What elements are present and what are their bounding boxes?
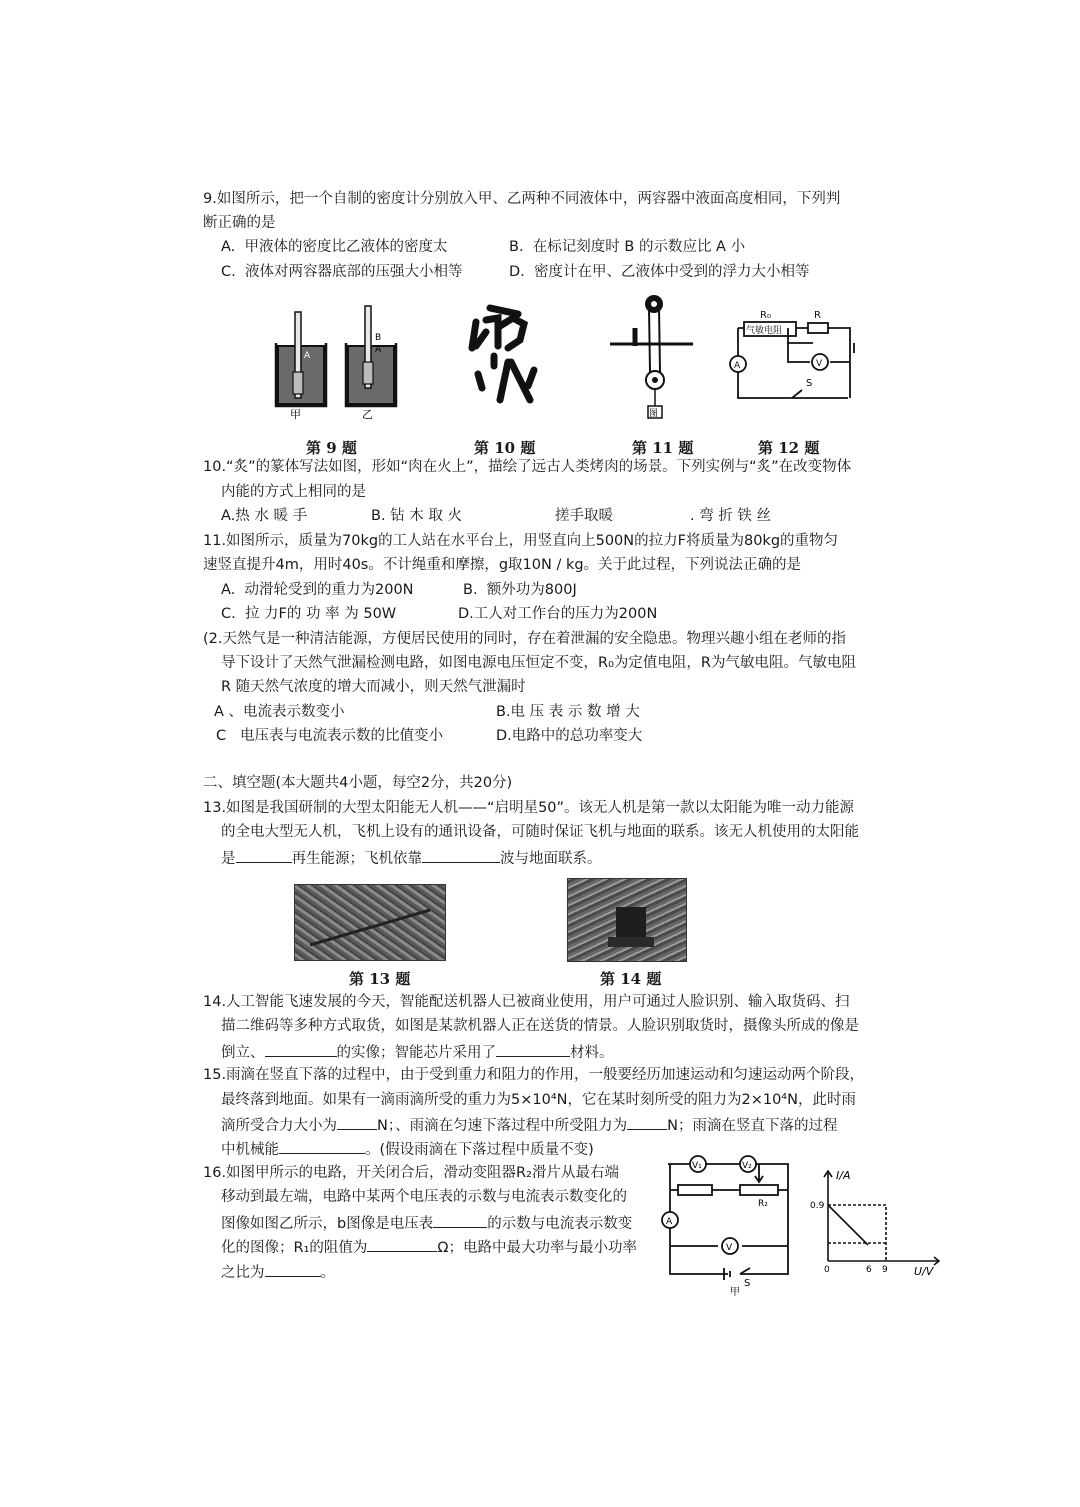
q15-line3-part3: N；雨滴在竖直下落的过程 (667, 1118, 838, 1134)
caption-q10: 第 10 题 (474, 439, 536, 457)
q12-line3: R 随天然气浓度的增大而减小，则天然气泄漏时 (221, 679, 526, 695)
q14-line3-part3: 材料。 (570, 1045, 614, 1061)
fig14-robot-photo (567, 878, 687, 962)
fig10-seal-character (472, 308, 534, 400)
q15-line3-part1: 滴所受合力大小为 (221, 1118, 337, 1134)
caption-q14: 第 14 题 (600, 970, 662, 988)
q15-line4-part1: 中机械能 (221, 1142, 279, 1158)
graph-y-label: I/A (836, 1169, 851, 1182)
q12-option-d: D.电路中的总功率变大 (496, 728, 643, 744)
q15-blank-1[interactable] (337, 1113, 377, 1130)
q11-line2: 速竖直提升4m，用时40s。不计绳重和摩擦，g取10N / kg。关于此过程，下列说法正确的是 (203, 557, 802, 573)
q10-option-b: B. 钻 木 取 火 (371, 508, 462, 524)
q14-line2: 描二维码等多种方式取货，如图是某款机器人正在送货的情景。人脸识别取货时，摄像头所成的像是 (221, 1018, 859, 1034)
fig12-ammeter-label: A (734, 361, 741, 371)
figures-row-1 (268, 288, 868, 428)
q15-blank-3[interactable] (279, 1137, 365, 1154)
q16-line1: 16.如图甲所示的电路，开关闭合后，滑动变阻器R₂滑片从最右端 (203, 1165, 619, 1181)
fig9-label-yi: 乙 (362, 408, 373, 421)
q9-option-b: B. 在标记刻度时 B 的示数应比 A 小 (509, 239, 746, 255)
caption-q12: 第 12 题 (758, 439, 820, 457)
fig9-label-b: B (375, 333, 382, 343)
q14-blank-1[interactable] (265, 1040, 337, 1057)
fig16-graph (808, 1165, 948, 1277)
q12-option-c: C 电压表与电流表示数的比值变小 (216, 728, 443, 744)
q15-line3-part2: N；、雨滴在匀速下落过程中所受阻力为 (377, 1118, 628, 1134)
q9-option-a: A. 甲液体的密度比乙液体的密度太 (221, 239, 448, 255)
q11-option-d: D.工人对工作台的压力为200N (458, 606, 658, 622)
q13-line3-part2: 再生能源；飞机依靠 (291, 851, 422, 867)
q16-blank-2[interactable] (367, 1235, 437, 1252)
q16-line2: 移动到最左端，电路中某两个电压表的示数与电流表示数变化的 (221, 1189, 627, 1205)
q11-option-b: B. 额外功为800J (463, 582, 577, 598)
q9-line1: 9.如图所示，把一个自制的密度计分别放入甲、乙两种不同液体中，两容器中液面高度相同，下列判 (203, 191, 841, 207)
q13-line2: 的全电大型无人机，飞机上设有的通讯设备，可随时保证飞机与地面的联系。该无人机使用的太阳能 (221, 824, 859, 840)
fig12-switch-label: S (806, 378, 813, 389)
q12-option-a: A 、电流表示数变小 (214, 704, 345, 720)
q14-line3 (221, 1040, 614, 1064)
q15-line3 (221, 1113, 837, 1137)
q11-option-c: C. 拉 力F的 功 率 为 50W (221, 606, 397, 622)
graph-x-tick-0: 0 (824, 1265, 830, 1275)
graph-y-tick-09: 0.9 (810, 1201, 825, 1211)
q12-option-b: B.电 压 表 示 数 增 大 (496, 704, 640, 720)
q16-line4-part2: Ω；电路中最大功率与最小功率 (437, 1240, 637, 1256)
fig16-r2-label: R₂ (758, 1199, 768, 1209)
fig16-circuit (660, 1150, 800, 1300)
q15-line2: 最终落到地面。如果有一滴雨滴所受的重力为5×10⁴N，它在某时刻所受的阻力为2×10⁴N，此时雨 (221, 1092, 856, 1108)
fig16-switch-label: S (744, 1278, 751, 1289)
q11-option-a: A. 动滑轮受到的重力为200N (221, 582, 414, 598)
q15-blank-2[interactable] (627, 1113, 667, 1130)
q10-option-a: A.热 水 暖 手 (221, 508, 308, 524)
caption-q11: 第 11 题 (632, 439, 694, 457)
caption-q13: 第 13 题 (349, 970, 411, 988)
q14-blank-2[interactable] (496, 1040, 570, 1057)
q13-line3-part1: 是 (221, 851, 236, 867)
q12-line1: (2.天然气是一种清洁能源，方便居民使用的同时，存在着泄漏的安全隐患。物理兴趣小组在老师的指 (203, 631, 846, 647)
fig11-weight-label: 图 (649, 409, 659, 419)
fig9-label-a: A (304, 351, 311, 361)
q16-line4 (221, 1235, 637, 1259)
fig14-robot-silhouette (568, 879, 686, 961)
fig12-r0-label: R₀ (760, 310, 771, 321)
q9-option-c: C. 液体对两容器底部的压强大小相等 (221, 264, 463, 280)
caption-q9: 第 9 题 (306, 439, 357, 457)
fig13-drone-photo (294, 884, 446, 961)
fig9-beakers (276, 306, 396, 421)
fig12-gas-sensor-label: 气敏电阻 (746, 326, 783, 336)
fig16-v1-label: V₁ (692, 1161, 702, 1171)
q15-line4-part2: 。(假设雨滴在下落过程中质量不变) (365, 1142, 594, 1158)
fig16-v2-label: V₂ (742, 1161, 752, 1171)
q10-line1: 10.“炙”的篆体写法如图，形如“肉在火上”，描绘了远古人类烤肉的场景。下列实例与“炙”在改变物体 (203, 459, 852, 475)
q13-blank-2[interactable] (422, 846, 500, 863)
q13-line3 (221, 846, 602, 870)
q13-line3-part3: 波与地面联系。 (500, 851, 602, 867)
graph-x-tick-6: 6 (866, 1265, 872, 1275)
fig12-voltmeter-label: V (816, 359, 823, 369)
q14-line1: 14.人工智能飞速发展的今天，智能配送机器人已被商业使用，用户可通过人脸识别、输入取货码、扫 (203, 994, 850, 1010)
q15-line4 (221, 1137, 594, 1161)
q10-option-d: . 弯 折 铁 丝 (690, 508, 772, 524)
fig12-rx-label: R (814, 310, 821, 321)
section-2-heading: 二、填空题(本大题共4小题，每空2分，共20分) (203, 775, 513, 791)
q14-line3-part1: 倒立、 (221, 1045, 265, 1061)
q11-line1: 11.如图所示，质量为70kg的工人站在水平台上，用竖直向上500N的拉力F将质量为80kg的重物匀 (203, 533, 839, 549)
fig16-voltmeter-label: V (726, 1243, 733, 1253)
q16-line3 (221, 1211, 632, 1235)
q16-blank-1[interactable] (433, 1211, 487, 1228)
q16-line3-part1: 图像如图乙所示，b图像是电压表 (221, 1216, 434, 1232)
q14-line3-part2: 的实像；智能芯片采用了 (336, 1045, 496, 1061)
q13-line1: 13.如图是我国研制的大型太阳能无人机——“启明星50”。该无人机是第一款以太阳能为唯一动力能源 (203, 800, 855, 816)
fig9-label-a2: A (375, 345, 382, 355)
fig13-drone-silhouette (295, 885, 445, 960)
q9-option-d: D. 密度计在甲、乙液体中受到的浮力大小相等 (509, 264, 810, 280)
fig16-ammeter-label: A (666, 1217, 673, 1227)
graph-x-label: U/V (914, 1265, 934, 1277)
q9-line2: 断正确的是 (203, 215, 276, 231)
fig12-circuit (730, 310, 854, 398)
q10-line2: 内能的方式上相同的是 (221, 484, 366, 500)
q13-blank-1[interactable] (236, 846, 292, 863)
q16-line3-part2: 的示数与电流表示数变 (487, 1216, 633, 1232)
fig16-label-jia: 甲 (730, 1287, 740, 1298)
fig9-label-jia: 甲 (290, 408, 301, 421)
q12-line2: 导下设计了天然气泄漏检测电路，如图电源电压恒定不变，R₀为定值电阻，R为气敏电阻。气敏电阻 (221, 655, 856, 671)
q16-line4-part1: 化的图像；R₁的阻值为 (221, 1240, 368, 1256)
q16-line5-part1: 之比为 (221, 1265, 265, 1281)
q16-line5 (221, 1260, 335, 1284)
q15-line1: 15.雨滴在竖直下落的过程中，由于受到重力和阻力的作用，一般要经历加速运动和匀速运动两个阶段， (203, 1067, 865, 1083)
graph-line-b (828, 1205, 868, 1245)
q10-option-c: 搓手取暖 (555, 508, 613, 524)
graph-x-tick-9: 9 (882, 1265, 888, 1275)
q16-line5-part2: 。 (320, 1265, 335, 1281)
fig11-pulley (610, 295, 693, 419)
q16-blank-3[interactable] (265, 1260, 321, 1277)
